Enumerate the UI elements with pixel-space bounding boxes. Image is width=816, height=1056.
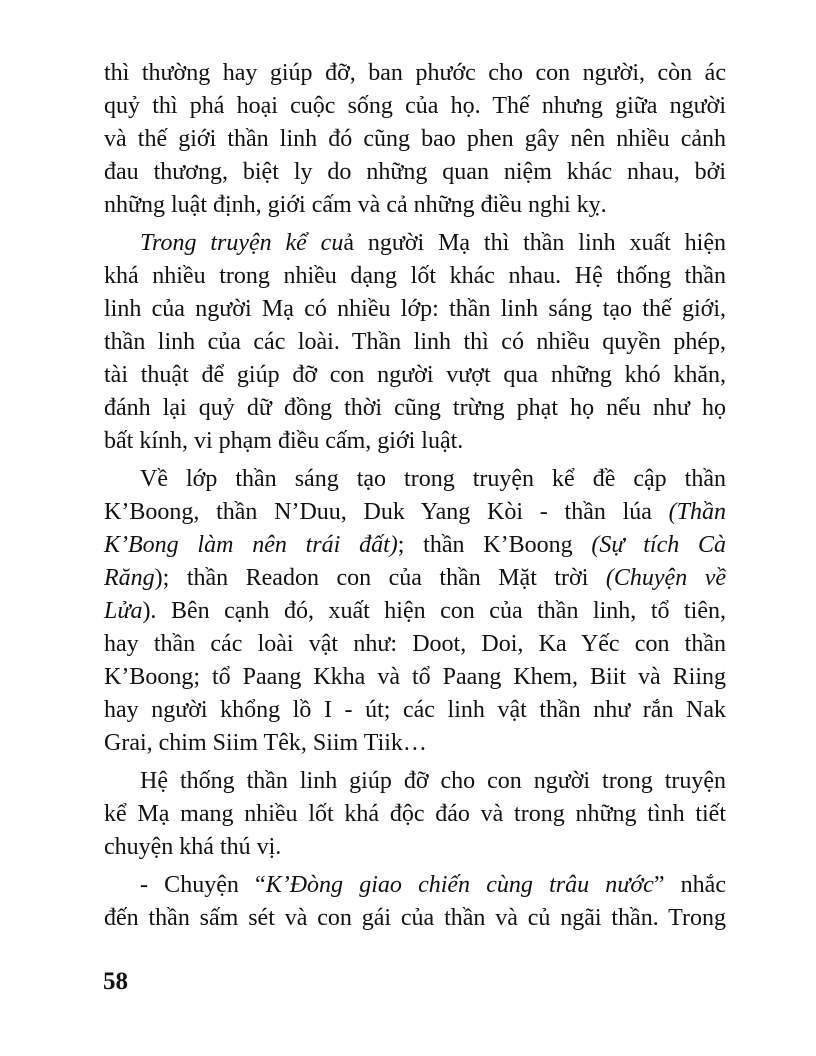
text-segment: Grai, chim Siim Têk, Siim Tiik… [104,730,427,756]
text-segment: đến thần sấm sét và con gái của thần và củ ngãi thần. Trong [104,905,726,931]
italic-text: Lửa [104,598,143,624]
text-segment: hay người khổng lồ I - út; các linh vật thần như rắn Nak [104,697,726,723]
paragraph [104,765,726,864]
paragraph [104,463,726,760]
text-line [104,359,726,392]
text-line [104,694,726,727]
paragraph [104,57,726,222]
text-segment: ả người Mạ thì thần linh xuất hiện [343,230,726,256]
text-line [104,727,726,760]
italic-text: K’Bong làm nên trái đất) [104,532,398,558]
text-segment: bất kính, vi phạm điều cấm, giới luật. [104,428,464,454]
text-segment: khá nhiều trong nhiều dạng lốt khác nhau. Hệ thống thần [104,263,726,289]
text-line [104,831,726,864]
text-segment: ” nhắc [653,872,726,898]
text-segment: kể Mạ mang nhiều lốt khá độc đáo và trong những tình tiết [104,801,726,827]
text-line [104,123,726,156]
text-segment: ). Bên cạnh đó, xuất hiện con của thần linh, tổ tiên, [142,598,726,624]
text-line [104,326,726,359]
text-segment: những luật định, giới cấm và cả những điều nghi kỵ. [104,192,607,218]
text-line [104,496,726,529]
text-segment: và thế giới thần linh đó cũng bao phen gây nên nhiều cảnh [104,126,726,152]
italic-text: K’Đòng giao chiến cùng trâu nước [265,872,654,898]
text-segment: quỷ thì phá hoại cuộc sống của họ. Thế nhưng giữa người [104,93,726,119]
text-line [104,661,726,694]
text-line [104,227,726,260]
text-segment: ); thần Readon con của thần Mặt trời [154,565,606,591]
italic-text: (Sự tích Cà [591,532,726,558]
text-line [104,463,726,496]
text-line [104,628,726,661]
page-number: 58 [103,968,128,995]
text-segment: - Chuyện “ [140,872,266,898]
text-segment: hay thần các loài vật như: Doot, Doi, Ka Yếc con thần [104,631,726,657]
italic-text: (Chuyện về [605,565,727,591]
text-segment: đánh lại quỷ dữ đồng thời cũng trừng phạt họ nếu như họ [104,395,726,421]
paragraph [104,227,726,458]
italic-text: (Thần [668,499,726,525]
text-segment: linh của người Mạ có nhiều lớp: thần linh sáng tạo thế giới, [104,296,726,322]
text-line [104,595,726,628]
text-segment: đau thương, biệt ly do những quan niệm khác nhau, bởi [104,159,726,185]
text-line [104,869,726,902]
page-body [104,57,726,940]
paragraph [104,869,726,935]
text-segment: K’Boong; tổ Paang Kkha và tổ Paang Khem, Biit và Riing [104,664,726,690]
text-segment: Về lớp thần sáng tạo trong truyện kể đề cập thần [140,466,726,492]
text-segment: chuyện khá thú vị. [104,834,282,860]
text-line [104,57,726,90]
text-line [104,156,726,189]
text-line [104,293,726,326]
text-line [104,798,726,831]
text-line [104,529,726,562]
text-segment: Hệ thống thần linh giúp đỡ cho con người trong truyện [140,768,726,794]
text-line [104,392,726,425]
text-line [104,189,726,222]
text-segment: tài thuật để giúp đỡ con người vượt qua những khó khăn, [104,362,726,388]
text-line [104,765,726,798]
text-line [104,425,726,458]
text-segment: K’Boong, thần N’Duu, Duk Yang Kòi - thần lúa [104,499,669,525]
text-line [104,260,726,293]
italic-text: Trong truyện kể cu [140,230,344,256]
text-segment: thì thường hay giúp đỡ, ban phước cho con người, còn ác [104,60,726,86]
text-segment: ; thần K’Boong [397,532,592,558]
text-line [104,902,726,935]
text-segment: thần linh của các loài. Thần linh thì có nhiều quyền phép, [104,329,726,355]
text-line [104,90,726,123]
italic-text: Răng [104,565,155,591]
text-line [104,562,726,595]
